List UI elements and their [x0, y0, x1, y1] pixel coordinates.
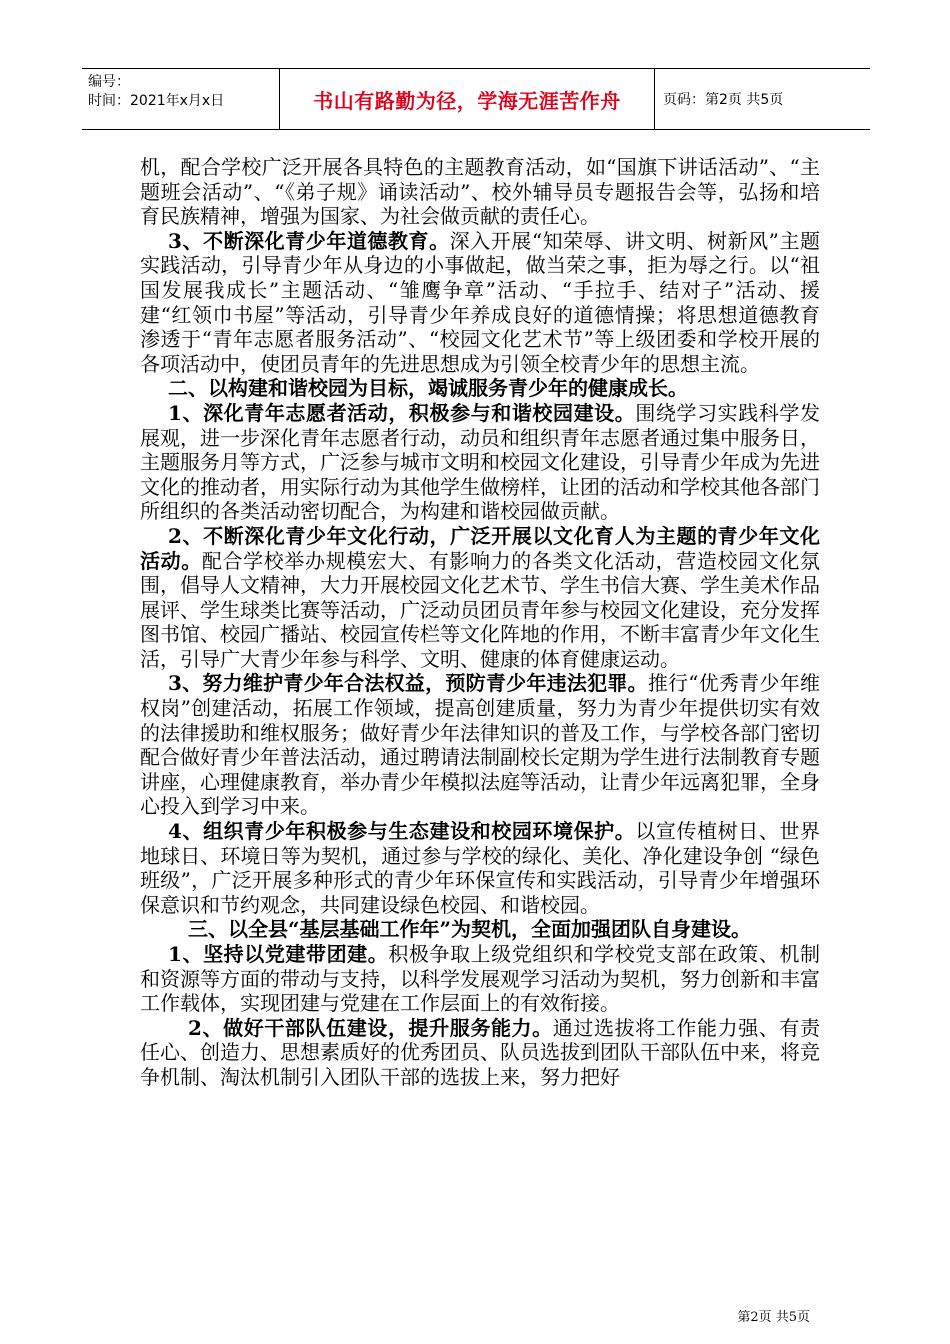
- paragraph: [140, 671, 820, 819]
- document-body: [140, 155, 820, 1090]
- paragraph-heading: 2、不断深化青少年文化行动，广泛开展以文化育人为主题的青少年文化活动。: [140, 523, 820, 573]
- section-heading-text: 三、以全县“基层基础工作年”为契机，全面加强团队自身建设。: [188, 917, 752, 942]
- paragraph: [140, 229, 820, 377]
- document-number-label: 编号：: [88, 74, 130, 90]
- paragraph-text: 以宣传植树日、世界地球日、环境日等为契机，通过参与学校的绿化、美化、净化建设争创 “绿色班级”，广泛开展多种形式的青少年环保宣传和实践活动，引导青少年增强环保意识和节约观念，共同建设绿色校园、和谐校园。: [140, 819, 821, 917]
- section-heading-text: 二、以构建和谐校园为目标，竭诚服务青少年的健康成长。: [168, 376, 688, 401]
- paragraph: [140, 524, 820, 672]
- page-header: [82, 68, 870, 130]
- paragraph-heading: 1、坚持以党建带团建。: [168, 942, 389, 966]
- paragraph-heading: 4、组织青少年积极参与生态建设和校园环境保护。: [168, 819, 636, 844]
- paragraph-text: 深入开展“知荣辱、讲文明、树新风”主题实践活动，引导青少年从身边的小事做起，做当荣之事，拒为辱之行。以“祖国发展我成长”主题活动、“雏鹰争章”活动、“手拉手、结对子”活动、援建“红领巾书屋”等活动，引导青少年养成良好的道德情操；将思想道德教育渗透于“青年志愿者服务活动”、“校园文化艺术节”等上级团委和学校开展的各项活动中，使团员青年的先进思想成为引领全校青少年的思想主流。: [140, 228, 821, 376]
- section-heading: [140, 917, 820, 942]
- paragraph-text: 机，配合学校广泛开展各具特色的主题教育活动，如“国旗下讲话活动”、“主题班会活动”、“《弟子规》诵读活动”、校外辅导员专题报告会等，弘扬和培育民族精神，增强为国家、为社会做贡献的责任心。: [140, 155, 820, 229]
- paragraph-text: 推行“优秀青少年维权岗”创建活动，拓展工作领域，提高创建质量，努力为青少年提供切实有效的法律援助和维权服务；做好青少年法律知识的普及工作，与学校各部门密切配合做好青少年普法活动，通过聘请法制副校长定期为学生进行法制教育专题讲座，心理健康教育，举办青少年模拟法庭等活动，让青少年远离犯罪，全身心投入到学习中来。: [140, 671, 820, 819]
- paragraph-text: 围绕学习实践科学发展观，进一步深化青年志愿者行动，动员和组织青年志愿者通过集中服务日，主题服务月等方式，广泛参与城市文明和校园文化建设，引导青少年成为先进文化的推动者，用实际行动为其他学生做榜样，让团的活动和学校其他各部门所组织的各类活动密切配合，为构建和谐校园做贡献。: [140, 400, 821, 524]
- paragraph-heading: 2、做好干部队伍建设，提升服务能力。: [188, 1015, 553, 1040]
- paragraph-text: 配合学校举办规模宏大、有影响力的各类文化活动，营造校园文化氛围，倡导人文精神，大力开展校园文化艺术节、学生书信大赛、学生美术作品展评、学生球类比赛等活动，广泛动员团员青年参与校园文化建设，充分发挥图书馆、校园广播站、校园宣传栏等文化阵地的作用，不断丰富青少年文化生活，引导广大青少年参与科学、文明、健康的体育健康运动。: [140, 548, 820, 671]
- paragraph-text: 积极争取上级党组织和学校党支部在政策、机制和资源等方面的带动与支持，以科学发展观学习活动为契机，努力创新和丰富工作载体，实现团建与党建在工作层面上的有效衔接。: [140, 942, 821, 1016]
- paragraph-heading: 3、努力维护青少年合法权益，预防青少年违法犯罪。: [168, 671, 648, 696]
- paragraph: [140, 1016, 820, 1090]
- paragraph: [140, 155, 820, 229]
- section-heading: [140, 376, 820, 401]
- paragraph-heading: 3、不断深化青少年道德教育。: [168, 228, 450, 253]
- paragraph-text: 通过选拔将工作能力强、有责任心、创造力、思想素质好的优秀团员、队员选拔到团队干部队伍中来，将竞争机制、淘汰机制引入团队干部的选拔上来，努力把好: [140, 1015, 820, 1089]
- paragraph: [140, 942, 820, 1016]
- document-date-label: 时间：2021年x月x日: [88, 93, 225, 109]
- header-motto: 书山有路勤为径，学海无涯苦作舟: [280, 69, 655, 129]
- header-meta: [82, 69, 280, 129]
- paragraph: [140, 819, 820, 917]
- paragraph-heading: 1、深化青年志愿者活动，积极参与和谐校园建设。: [168, 400, 636, 425]
- header-page-number: 页码：第2页 共5页: [663, 92, 784, 108]
- page-footer: 第2页 共5页: [737, 1310, 810, 1325]
- paragraph: [140, 401, 820, 524]
